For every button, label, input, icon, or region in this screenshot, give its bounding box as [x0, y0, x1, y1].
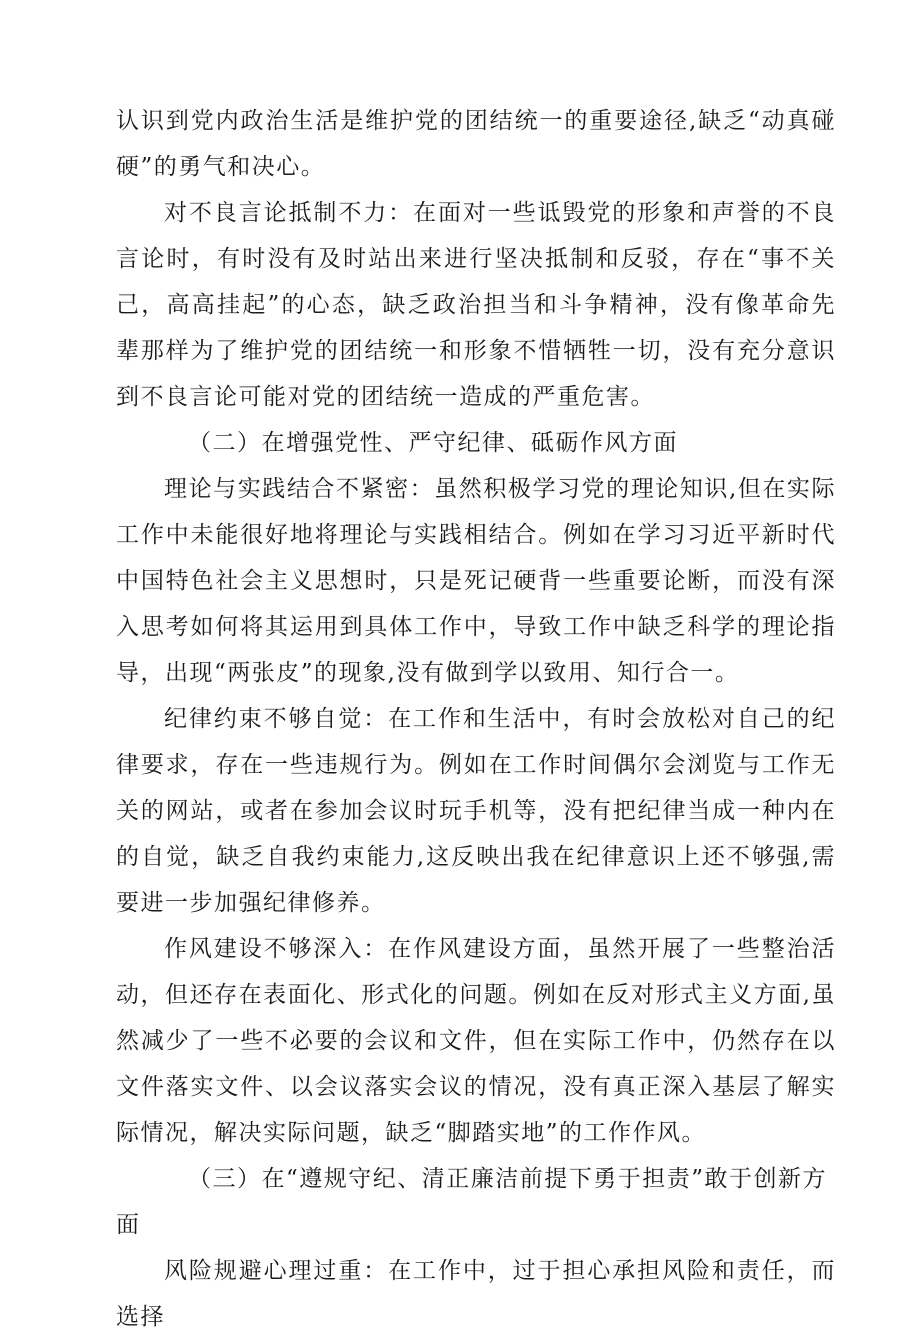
section-heading-2: （二）在增强党性、严守纪律、砥砺作风方面 — [188, 430, 678, 456]
section-heading-3: （三）在“遵规守纪、清正廉洁前提下勇于担责”敢于创新方面 — [116, 1166, 828, 1238]
paragraph-continuation: 认识到党内政治生活是维护党的团结统一的重要途径,缺乏“动真碰硬”的勇气和决心。 — [116, 108, 836, 180]
paragraph-bad-speech-resistance: 对不良言论抵制不力：在面对一些诋毁党的形象和声誉的不良言论时，有时没有及时站出来进行坚决抵制和反驳，存在“事不关己，高高挂起”的心态，缺乏政治担当和斗争精神，没有像革命先辈那样为了维护党的团结统一和形象不惜牺牲一切，没有充分意识到不良言论可能对党的团结统一造成的严重危害。 — [116, 200, 836, 410]
paragraph-theory-practice: 理论与实践结合不紧密：虽然积极学习党的理论知识,但在实际工作中未能很好地将理论与实践相结合。例如在学习习近平新时代中国特色社会主义思想时，只是死记硬背一些重要论断，而没有深入思考如何将其运用到具体工作中，导致工作中缺乏科学的理论指导，出现“两张皮”的现象,没有做到学以致用、知行合一。 — [116, 476, 836, 686]
paragraph-risk-avoidance: 风险规避心理过重：在工作中，过于担心承担风险和责任，而选择 — [116, 1258, 836, 1330]
paragraph-discipline: 纪律约束不够自觉：在工作和生活中，有时会放松对自己的纪律要求，存在一些违规行为。例如在工作时间偶尔会浏览与工作无关的网站，或者在参加会议时玩手机等，没有把纪律当成一种内在的自觉，缺乏自我约束能力,这反映出我在纪律意识上还不够强,需要进一步加强纪律修养。 — [116, 706, 836, 916]
paragraph-work-style: 作风建设不够深入：在作风建设方面，虽然开展了一些整治活动，但还存在表面化、形式化的问题。例如在反对形式主义方面,虽然减少了一些不必要的会议和文件，但在实际工作中，仍然存在以文件落实文件、以会议落实会议的情况，没有真正深入基层了解实际情况，解决实际问题，缺乏“脚踏实地”的工作作风。 — [116, 936, 836, 1146]
document-body — [116, 98, 836, 1340]
